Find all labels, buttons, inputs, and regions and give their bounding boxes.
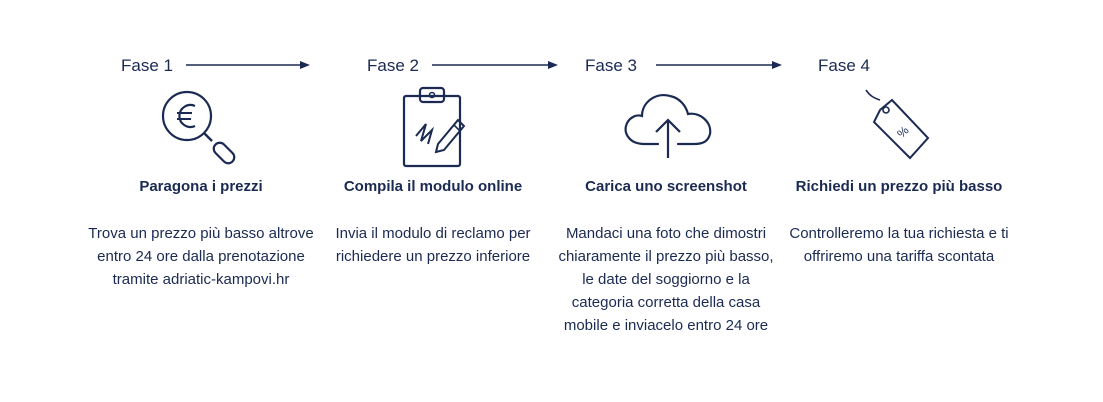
step-3-label: Fase 3 [585, 56, 637, 75]
step-3-description: Mandaci una foto che dimostri chiaramente il prezzo più basso, le date del soggiorno e la categoria corretta della casa mobile e inviacelo entro 24 ore [558, 225, 774, 334]
step-3-arrow-icon [656, 58, 782, 72]
discount-tag-icon [862, 86, 938, 168]
euro-search-icon [160, 86, 240, 168]
step-1-label: Fase 1 [121, 56, 173, 75]
step-4-label: Fase 4 [818, 56, 870, 75]
step-2-description: Invia il modulo di reclamo per richiedere un prezzo inferiore [335, 225, 531, 265]
svg-text:%: % [894, 123, 912, 141]
step-2-title: Compila il modulo online [343, 178, 523, 195]
step-1-description: Trova un prezzo più basso altrove entro 24 ore dalla prenotazione tramite adriatic-kampovi.hr [88, 225, 314, 288]
step-2-arrow-icon [432, 58, 558, 72]
step-4-description: Controlleremo la tua richiesta e ti offriremo una tariffa scontata [789, 225, 1009, 265]
clipboard-pen-icon [396, 86, 476, 168]
step-2-label: Fase 2 [367, 56, 419, 75]
step-1-arrow-icon [186, 58, 310, 72]
cloud-upload-icon [622, 86, 714, 168]
step-1-title: Paragona i prezzi [139, 178, 263, 195]
step-3-title: Carica uno screenshot [585, 178, 747, 195]
step-4-title: Richiedi un prezzo più basso [795, 178, 1003, 195]
